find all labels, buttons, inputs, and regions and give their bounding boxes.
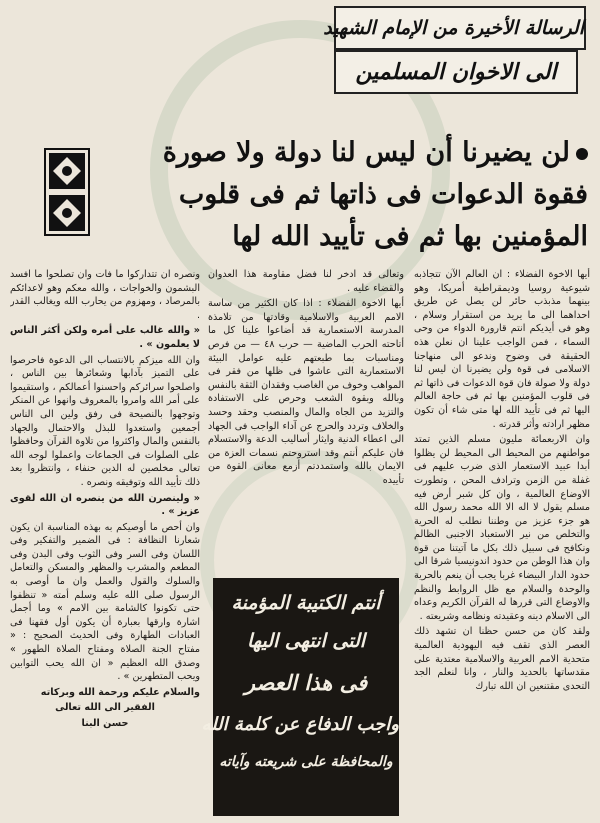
header-title-box: [323, 6, 586, 50]
header-subtitle-box: [334, 50, 578, 94]
header-line-1: الرسالة الأخيرة من الإمام الشهيد: [323, 17, 584, 39]
paragraph: وان الاربعمائة مليون مسلم الذين تمتد مواطنهم من المحيط الى المحيط لن يظلوا أبدا عبيد الاستعمار الذى ضرب عليهم فى غفلة من الزمن وترادف المحن ، وتطورت الاوضاع العالمية ، وان كل شبر أرض فيه مسلم يقول لا اله الا الله محمد رسول الله هو جزء عزيز من وطننا نطلب له الحرية والتخلص من نير الاستعباد الاجنبى الظالم ونكافح فى سبيل ذلك بكل ما آتيتنا من قوة وان هذا الوطن من حدود اندونيسيا شرقا الى حدود الدار البيضاء غربا يجب أن ينعم بالحرية والوحدة والسلام مع ظل الروابط والنظم والاوضاع التى قررها له القرآن الكريم وعداه الى الاسلام دينه وعقيدته ونظامه وشريعته .: [414, 434, 590, 622]
signature-line: الفقير الى الله تعالى: [55, 702, 155, 714]
pull-quote-line-4: واجب الدفاع عن كلمة الله: [201, 714, 399, 735]
headline-line-3: المؤمنين بها ثم فى تأييد الله لها: [232, 221, 588, 252]
paragraph: وان أحص ما أوصيكم به بهذه المناسبة ان يكون شعارنا النظافة : فى الضمير والتفكير وفى اللسان وفى السر وفى الثوب وفى البدن وفى المطعم والمشرب والمظهر والمسكن والتعامل والسلوك والقول والعمل وان ما أوصى به الرسول صلى الله عليه وسلم أمته « تنظفوا حتى تكونوا كالشامة بين الامم » وما أجمل اشارة وارقها بعبارة أن يكون أول فقهنا فى العبادات الطهارة وفى الحديث الصحيح : « مفتاح الجنة الصلاة ومفتاح الصلاة الطهور » وصدق الله العظيم « ان الله يحب التوابين ويحب المتطهرين » .: [10, 521, 200, 683]
article-column-left: [10, 268, 200, 816]
author-name: حسن البنا: [81, 718, 129, 729]
headline-line-1: لن يضيرنا أن ليس لنا دولة ولا صورة: [162, 137, 570, 168]
quran-quote: « ولينصرن الله من ينصره ان الله لقوى عزيز » .: [10, 492, 200, 518]
paragraph: ونصره ان تتداركوا ما فات وان تصلحوا ما افسد البشمون والخواجات ، والله معكم وهو لاعدائكم بالمرصاد ، ومهزوم من يحارب الله ويغالب القدر .: [10, 269, 200, 321]
pull-quote-line-2: التى انتهى اليها: [246, 630, 366, 652]
ornament-icon: [44, 148, 90, 236]
pull-quote-box: [201, 578, 399, 816]
pull-quote-line-3: فى هذا العصر: [244, 670, 368, 695]
paragraph: أيها الاخوة الفضلاء : اذا كان الكثير من ساسة الامم العربية والاسلامية وقادتها من تلامذة المدرسة الاستعمارية قد أضاعوا علينا كل ما أتاحته الحرب الماضية — حرب ٤٨ — من فرص ومناسبات بما طبعتهم عليه عوامل البيئة الاستعمارية التى عاشوا فى ظلها من فقر فى المواهب وخوف من الغاصب وفقدان الثقة بالنفس وبالله وبقوة الشعب وحرص على الاستفادة والتزيد من الجاه والمال والمنصب وحقد وحسد والخلاف وتردد والحرج عن آداء الواجب فى الجهاد الى اعطاء الدنية وايثار أساليب الدعة والاستسلام فان عليكم أنتم وقد استروحتم نسمات العزة من الايمان بالله واستمددتم أزمع معانى القوة من تأييده: [208, 298, 404, 486]
paragraph: وان الله ميزكم بالانتساب الى الدعوة فاحرصوا على التميز بآدابها وشعائرها بين الناس ، واصلحوا سرائركم واحسنوا أعمالكم ، واستقيموا على أمر الله وامروا بالمعروف وانهوا عن المنكر وتوجهوا بالنصيحة فى رفق ولين الى الناس أجمعين واستعدوا للبذل والاحتمال والجهاد بالنفس والمال واكثروا من تلاوة القرآن وحافظوا على الصلوات فى الجماعات واعملوا لوجه الله تعالى مخلصين له الدين حنفاء ، وانتظروا بعد ذلك تأييد الله وتوفيقه ونصره .: [10, 354, 200, 488]
pull-quote-line-1: أنتم الكتيبة المؤمنة: [231, 592, 381, 614]
bullet-icon: [576, 148, 588, 160]
pull-quote-line-5: والمحافظة على شريعته وآياته: [219, 754, 393, 770]
headline: [88, 132, 588, 258]
article-column-right: [414, 268, 590, 816]
headline-line-2: فقوة الدعوات فى ذاتها ثم فى قلوب: [178, 179, 588, 210]
paragraph: وتعالى قد ادخر لنا فضل مقاومة هذا العدوان والقضاء عليه .: [208, 269, 404, 294]
quran-quote: « والله غالب على أمره ولكن أكثر الناس لا يعلمون » .: [10, 325, 200, 350]
header-line-2: الى الاخوان المسلمين: [355, 59, 557, 85]
paragraph: أيها الاخوة الفضلاء : ان العالم الآن تتجاذبه شيوعية روسيا وديمقراطية أمريكا، وهو بينهما مذبذب حائر لن يصل عن طريق احداهما الى ما يريد من استقرار وسلام ، وهو فى أيديكم انتم قارورة الدواء من وحى السماء ، فمن الواجب علينا ان نعلن هذه الحقيقة فى وضوح وندعو الى منهاجنا الاسلامى فى قوة ولن يضيرنا ان ليس لنا دولة ولا صولة فان قوة الدعوات فى ذاتها ثم فى قلوب المؤمنين بها ثم فى حاجة العالم اليها ثم فى تأييد الله لها متى شاء أن تكون مظهر ارادته وأثر قدرته .: [414, 269, 590, 430]
paragraph: ولقد كان من حسن حظنا ان تشهد ذلك العصر الذى تقف فيه اليهودية العالمية متحدية الامم العربية والاسلامية معتدية على مقدساتها بالحديد والنار ، وانا لنعلم الجد التحدى مقتنعين ان الله تبارك: [414, 626, 590, 692]
article-column-middle: [208, 268, 404, 573]
closing-salutation: والسلام عليكم ورحمة الله وبركاته: [40, 686, 200, 698]
